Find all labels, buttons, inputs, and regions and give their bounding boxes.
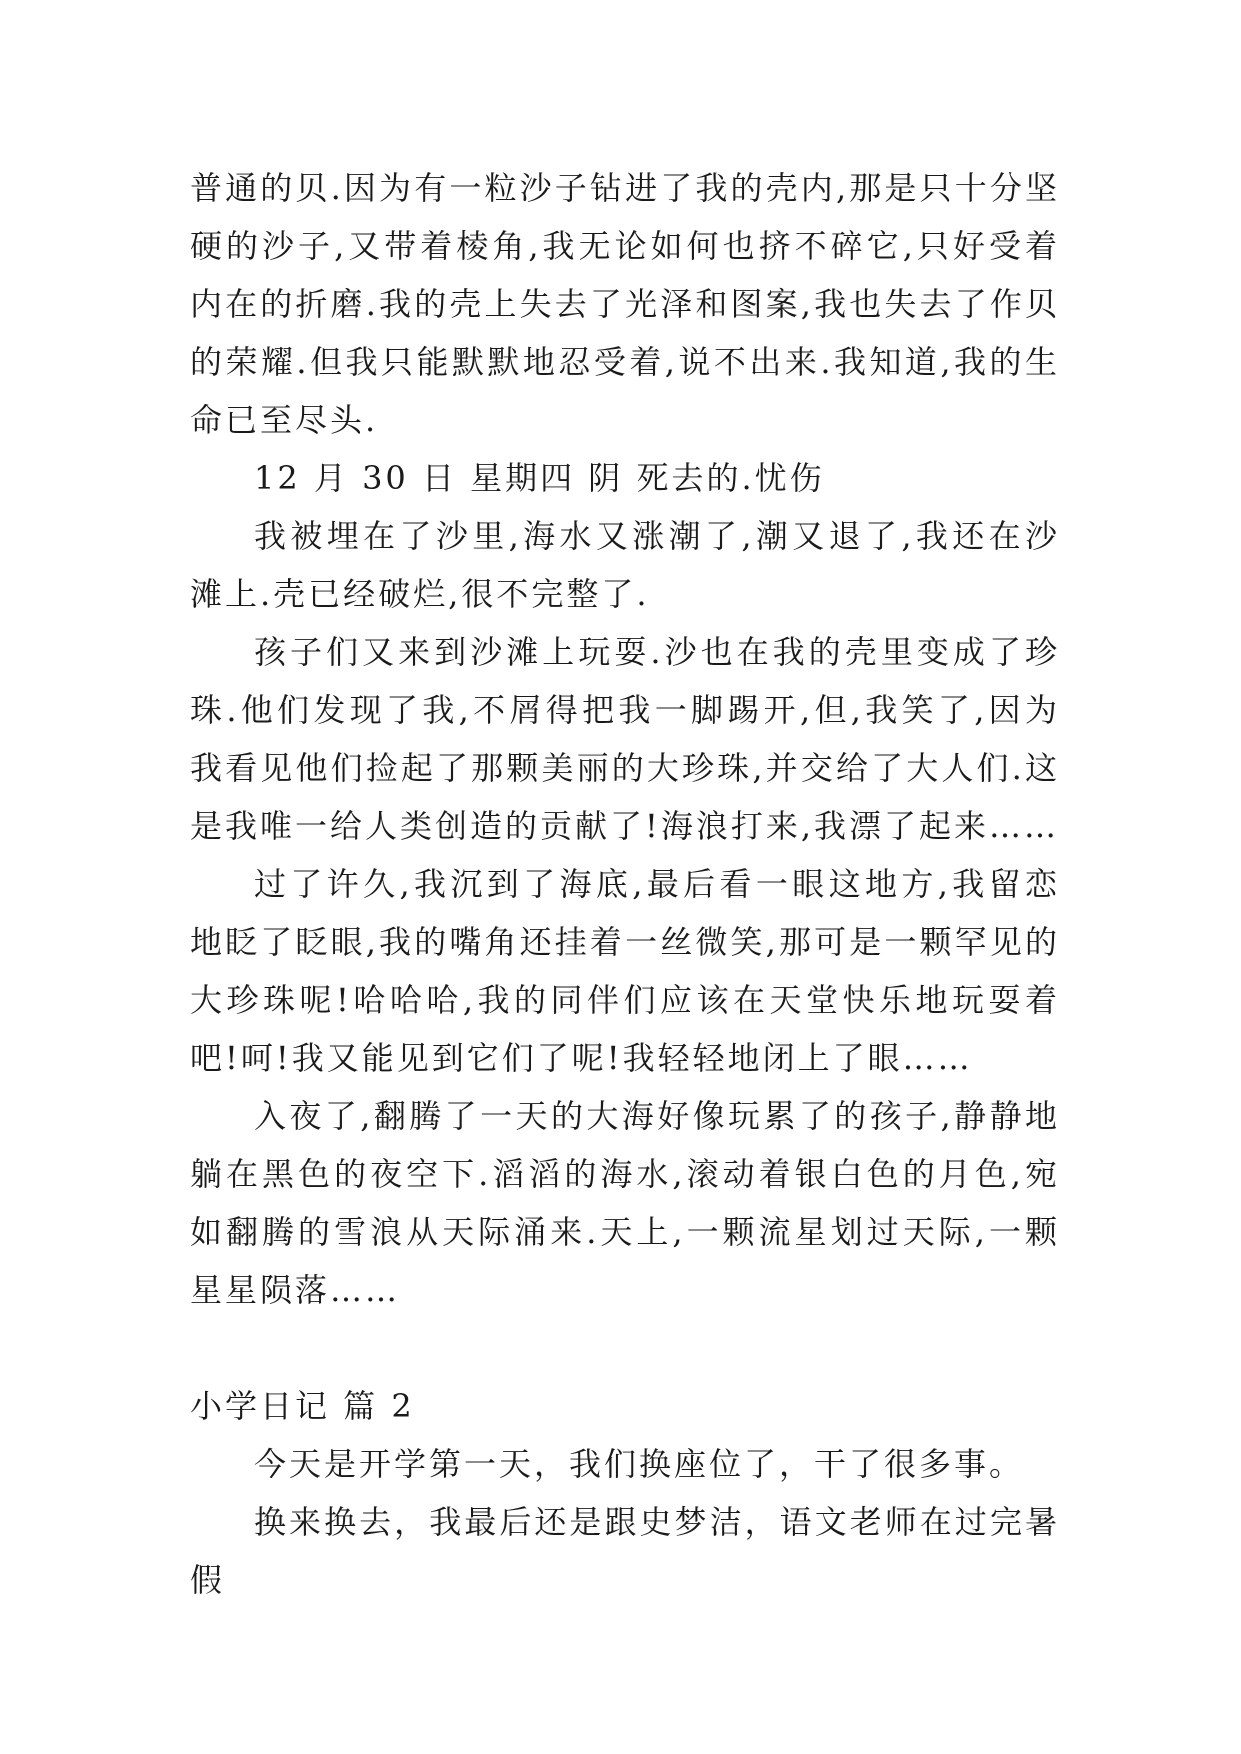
paragraph-1: 普通的贝.因为有一粒沙子钻进了我的壳内,那是只十分坚硬的沙子,又带着棱角,我无论如何也挤不碎它,只好受着内在的折磨.我的壳上失去了光泽和图案,我也失去了作贝的荣耀.但我只能默默地忍受着,说不出来.我知道,我的生命已至尽头.: [190, 169, 1060, 439]
document-body: [190, 159, 1060, 1609]
paragraph-2: 我被埋在了沙里,海水又涨潮了,潮又退了,我还在沙滩上.壳已经破烂,很不完整了.: [190, 517, 1060, 613]
section-spacer: [190, 1319, 1060, 1377]
paragraph-5: 入夜了,翻腾了一天的大海好像玩累了的孩子,静静地躺在黑色的夜空下.滔滔的海水,滚动着银白色的月色,宛如翻腾的雪浪从天际涌来.天上,一颗流星划过天际,一颗星星陨落……: [190, 1097, 1060, 1309]
paragraph-7: 换来换去，我最后还是跟史梦洁，语文老师在过完暑假: [190, 1503, 1060, 1599]
section-title: 小学日记 篇 2: [190, 1387, 415, 1425]
paragraph-4: 过了许久,我沉到了海底,最后看一眼这地方,我留恋地眨了眨眼,我的嘴角还挂着一丝微笑,那可是一颗罕见的大珍珠呢!哈哈哈,我的同伴们应该在天堂快乐地玩耍着吧!呵!我又能见到它们了呢!我轻轻地闭上了眼……: [190, 865, 1060, 1077]
paragraph-6: 今天是开学第一天，我们换座位了，干了很多事。: [254, 1445, 1025, 1483]
diary-date-line: 12 月 30 日 星期四 阴 死去的.忧伤: [254, 459, 825, 497]
paragraph-3: 孩子们又来到沙滩上玩耍.沙也在我的壳里变成了珍珠.他们发现了我,不屑得把我一脚踢开,但,我笑了,因为我看见他们捡起了那颗美丽的大珍珠,并交给了大人们.这是我唯一给人类创造的贡献了!海浪打来,我漂了起来……: [190, 633, 1060, 845]
